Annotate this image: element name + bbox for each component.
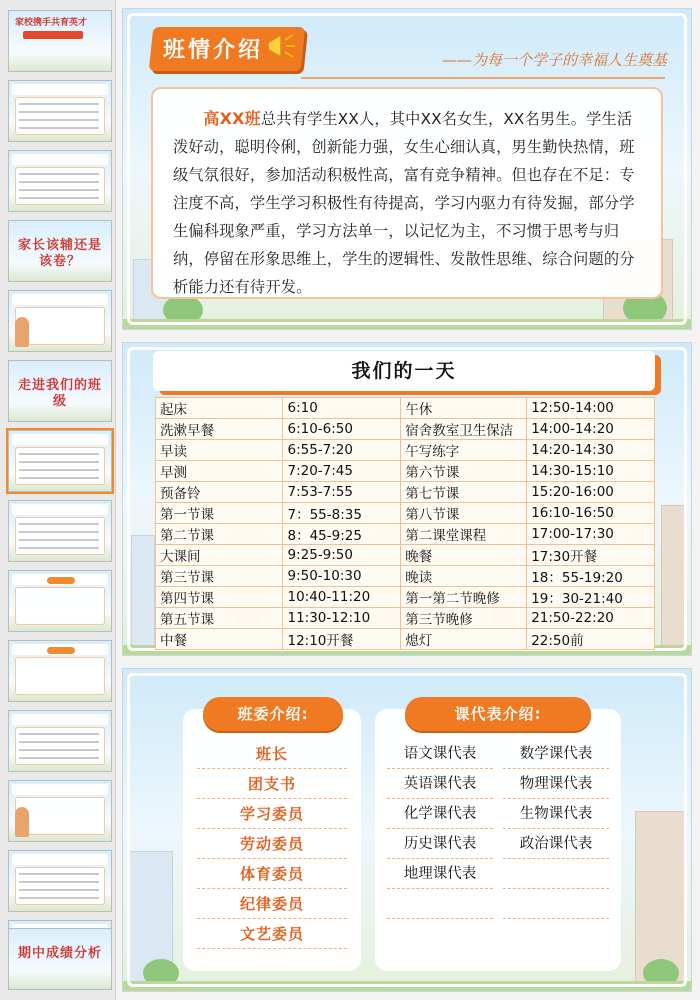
activity-cell: 第三节课 bbox=[156, 566, 283, 587]
thumbnail-header bbox=[12, 714, 108, 725]
slide-thumbnail[interactable] bbox=[8, 780, 112, 842]
thumbnail-tag bbox=[47, 647, 75, 654]
time-cell: 12:50-14:00 bbox=[527, 398, 655, 419]
schedule-title: 我们的一天 bbox=[351, 360, 457, 382]
thumbnail-text-line bbox=[19, 461, 99, 463]
thumbnail-text-line bbox=[19, 127, 99, 129]
subject-rep-label: 语文课代表 bbox=[403, 746, 477, 762]
activity-cell: 第一第二节晚修 bbox=[401, 587, 527, 608]
committee-role bbox=[197, 739, 347, 769]
activity-cell: 大课间 bbox=[156, 545, 283, 566]
thumbnail-text-line bbox=[19, 111, 99, 113]
thumbnail-card bbox=[15, 657, 105, 695]
activity-cell: 午休 bbox=[401, 398, 527, 419]
slide-daily-schedule bbox=[122, 342, 692, 656]
reps-header bbox=[405, 697, 591, 731]
slide-thumbnail[interactable] bbox=[8, 150, 112, 212]
time-cell: 7：55-8:35 bbox=[283, 503, 401, 524]
activity-cell: 晚读 bbox=[401, 566, 527, 587]
thumbnail-text-line bbox=[19, 477, 99, 479]
table-row bbox=[156, 398, 655, 419]
slide-class-committee bbox=[122, 668, 692, 992]
activity-cell: 第二课堂课程 bbox=[401, 524, 527, 545]
time-cell: 7:20-7:45 bbox=[283, 461, 401, 482]
thumbnail-text-line bbox=[19, 173, 99, 175]
time-cell: 9:50-10:30 bbox=[283, 566, 401, 587]
intro-paragraph bbox=[173, 105, 643, 301]
intro-card bbox=[151, 87, 663, 299]
activity-cell: 早测 bbox=[156, 461, 283, 482]
activity-cell: 午写练字 bbox=[401, 440, 527, 461]
time-cell: 8：45-9:25 bbox=[283, 524, 401, 545]
activity-cell: 早读 bbox=[156, 440, 283, 461]
slide-class-intro bbox=[122, 8, 692, 330]
intro-text: 总共有学生XX人，其中XX名女生，XX名男生。学生活泼好动，聪明伶俐，创新能力强，女生心细认真，男生勤快热情，班级气氛很好，参加活动积极性高，富有竞争精神。但也存在不足：专注度不高，学生学习积极性有待提高，学习内驱力有待发掘，部分学生偏科现象严重，学习方法单一，以记忆为主，不习惯于思考与归纳，停留在形象思维上，学生的逻辑性、发散性思维、综合问题的分析能力还有待开发。 bbox=[173, 110, 635, 296]
thumbnail-header bbox=[12, 294, 108, 305]
time-cell: 15:20-16:00 bbox=[527, 482, 655, 503]
slogan: ——为每一个学子的幸福人生奠基 bbox=[441, 51, 667, 69]
activity-cell: 起床 bbox=[156, 398, 283, 419]
reps-title: 课代表介绍: bbox=[454, 705, 542, 723]
teacher-figure bbox=[15, 317, 29, 347]
thumbnail-header bbox=[12, 504, 108, 515]
slide-thumbnail[interactable] bbox=[8, 290, 112, 352]
slide-thumbnail[interactable] bbox=[8, 360, 112, 422]
table-row bbox=[156, 608, 655, 629]
slide-thumbnail[interactable] bbox=[8, 220, 112, 282]
thumbnail-text-line bbox=[19, 469, 99, 471]
committee-role bbox=[197, 829, 347, 859]
subject-rep-label: 生物课代表 bbox=[519, 806, 593, 822]
thumbnail-banner bbox=[23, 31, 83, 39]
slide-thumbnail[interactable] bbox=[8, 850, 112, 912]
time-cell: 19：30-21:40 bbox=[527, 587, 655, 608]
table-row bbox=[156, 545, 655, 566]
time-cell: 16:10-16:50 bbox=[527, 503, 655, 524]
thumbnail-text-line bbox=[19, 181, 99, 183]
thumbnail-title: 家校携手共育英才 bbox=[15, 18, 88, 28]
slide-thumbnail[interactable] bbox=[8, 640, 112, 702]
activity-cell: 洗漱早餐 bbox=[156, 419, 283, 440]
megaphone-icon bbox=[263, 31, 297, 61]
table-row bbox=[156, 419, 655, 440]
activity-cell: 熄灯 bbox=[401, 629, 527, 650]
slide-thumbnail[interactable] bbox=[8, 10, 112, 72]
thumbnail-tag bbox=[47, 577, 75, 584]
time-cell: 6:10-6:50 bbox=[283, 419, 401, 440]
committee-role bbox=[197, 859, 347, 889]
subject-rep bbox=[503, 769, 609, 799]
thumbnail-text-line bbox=[19, 749, 99, 751]
thumbnail-title: 走进我们的班级 bbox=[17, 378, 102, 409]
subject-rep bbox=[387, 859, 493, 889]
committee-role-label: 班长 bbox=[255, 745, 288, 763]
activity-cell: 第七节课 bbox=[401, 482, 527, 503]
time-cell: 21:50-22:20 bbox=[527, 608, 655, 629]
schedule-title-bar bbox=[153, 351, 655, 391]
table-row bbox=[156, 440, 655, 461]
subject-rep-label: 政治课代表 bbox=[519, 836, 593, 852]
thumbnail-text-line bbox=[19, 547, 99, 549]
activity-cell: 晚餐 bbox=[401, 545, 527, 566]
subject-rep bbox=[387, 829, 493, 859]
committee-title: 班委介绍: bbox=[237, 705, 309, 723]
activity-cell: 第五节课 bbox=[156, 608, 283, 629]
subject-rep-label: 物理课代表 bbox=[519, 776, 593, 792]
table-row bbox=[156, 503, 655, 524]
building-decor bbox=[131, 535, 155, 655]
table-row bbox=[156, 587, 655, 608]
subject-rep-label: 历史课代表 bbox=[403, 836, 477, 852]
thumbnail-text-line bbox=[19, 741, 99, 743]
committee-role-label: 文艺委员 bbox=[239, 925, 304, 943]
thumbnail-text-line bbox=[19, 531, 99, 533]
committee-role-label: 体育委员 bbox=[239, 865, 304, 883]
reps-panel bbox=[375, 705, 621, 971]
subject-rep bbox=[503, 829, 609, 859]
time-cell: 7:53-7:55 bbox=[283, 482, 401, 503]
thumbnail-text-line bbox=[19, 889, 99, 891]
activity-cell: 第二节课 bbox=[156, 524, 283, 545]
slide-thumbnail[interactable] bbox=[8, 710, 112, 772]
time-cell: 22:50前 bbox=[527, 629, 655, 650]
committee-role bbox=[197, 919, 347, 949]
thumbnail-header bbox=[12, 854, 108, 865]
slide-thumbnail-rail bbox=[0, 0, 116, 1000]
subject-rep-label: 化学课代表 bbox=[403, 806, 477, 822]
slide-title: 班情介绍 bbox=[163, 37, 264, 63]
thumbnail-text-line bbox=[19, 757, 99, 759]
table-row bbox=[156, 461, 655, 482]
activity-cell: 预备铃 bbox=[156, 482, 283, 503]
activity-cell: 中餐 bbox=[156, 629, 283, 650]
committee-role-label: 纪律委员 bbox=[239, 895, 304, 913]
committee-role-label: 劳动委员 bbox=[239, 835, 304, 853]
thumbnail-text-line bbox=[19, 197, 99, 199]
time-cell: 12:10开餐 bbox=[283, 629, 401, 650]
committee-role-label: 学习委员 bbox=[239, 805, 304, 823]
time-cell: 14:30-15:10 bbox=[527, 461, 655, 482]
activity-cell: 宿舍教室卫生保洁 bbox=[401, 419, 527, 440]
activity-cell: 第四节课 bbox=[156, 587, 283, 608]
building-decor bbox=[661, 505, 685, 655]
subject-rep bbox=[503, 739, 609, 769]
divider-line bbox=[301, 77, 665, 79]
thumbnail-title: 期中成绩分析 bbox=[17, 946, 102, 961]
subject-rep bbox=[503, 799, 609, 829]
slide-thumbnail[interactable] bbox=[8, 928, 112, 990]
subject-rep-label: 地理课代表 bbox=[403, 866, 477, 882]
slide-thumbnail[interactable] bbox=[8, 80, 112, 142]
table-row bbox=[156, 629, 655, 650]
committee-role bbox=[197, 889, 347, 919]
thumbnail-title: 家长该辅还是该卷？ bbox=[17, 238, 102, 269]
thumbnail-header bbox=[12, 434, 108, 445]
activity-cell: 第一节课 bbox=[156, 503, 283, 524]
thumbnail-text-line bbox=[19, 873, 99, 875]
table-row bbox=[156, 524, 655, 545]
subject-rep bbox=[387, 739, 493, 769]
thumbnail-text-line bbox=[19, 539, 99, 541]
thumbnail-text-line bbox=[19, 103, 99, 105]
committee-role-label: 团支书 bbox=[247, 775, 296, 793]
committee-role bbox=[197, 769, 347, 799]
subject-rep bbox=[503, 859, 609, 889]
subject-rep-label: 英语课代表 bbox=[403, 776, 477, 792]
thumbnail-text-line bbox=[19, 733, 99, 735]
subject-rep bbox=[387, 799, 493, 829]
thumbnail-text-line bbox=[19, 189, 99, 191]
time-cell: 18：55-19:20 bbox=[527, 566, 655, 587]
time-cell: 10:40-11:20 bbox=[283, 587, 401, 608]
slide-thumbnail[interactable] bbox=[8, 500, 112, 562]
time-cell: 14:20-14:30 bbox=[527, 440, 655, 461]
table-row bbox=[156, 482, 655, 503]
thumbnail-text-line bbox=[19, 523, 99, 525]
schedule-table bbox=[155, 397, 655, 650]
thumbnail-header bbox=[12, 784, 108, 795]
time-cell: 17:00-17:30 bbox=[527, 524, 655, 545]
ground-decor bbox=[123, 981, 691, 991]
subject-rep bbox=[503, 889, 609, 919]
thumbnail-card bbox=[15, 587, 105, 625]
committee-header bbox=[203, 697, 343, 731]
subject-rep bbox=[387, 889, 493, 919]
activity-cell: 第六节课 bbox=[401, 461, 527, 482]
thumbnail-header bbox=[12, 154, 108, 165]
thumbnail-text-line bbox=[19, 453, 99, 455]
time-cell: 11:30-12:10 bbox=[283, 608, 401, 629]
thumbnail-text-line bbox=[19, 881, 99, 883]
activity-cell: 第三节晚修 bbox=[401, 608, 527, 629]
time-cell: 14:00-14:20 bbox=[527, 419, 655, 440]
subject-rep bbox=[387, 769, 493, 799]
slide-thumbnail[interactable] bbox=[8, 430, 112, 492]
ground-decor bbox=[123, 319, 691, 329]
committee-panel bbox=[183, 705, 361, 971]
thumbnail-text-line bbox=[19, 119, 99, 121]
activity-cell: 第八节课 bbox=[401, 503, 527, 524]
thumbnail-header bbox=[12, 84, 108, 95]
thumbnail-text-line bbox=[19, 897, 99, 899]
table-row bbox=[156, 566, 655, 587]
teacher-figure bbox=[15, 807, 29, 837]
time-cell: 6:10 bbox=[283, 398, 401, 419]
time-cell: 6:55-7:20 bbox=[283, 440, 401, 461]
time-cell: 17:30开餐 bbox=[527, 545, 655, 566]
committee-role bbox=[197, 799, 347, 829]
subject-rep-label: 数学课代表 bbox=[519, 746, 593, 762]
slide-thumbnail[interactable] bbox=[8, 570, 112, 632]
class-name: 高XX班 bbox=[203, 109, 261, 128]
time-cell: 9:25-9:50 bbox=[283, 545, 401, 566]
